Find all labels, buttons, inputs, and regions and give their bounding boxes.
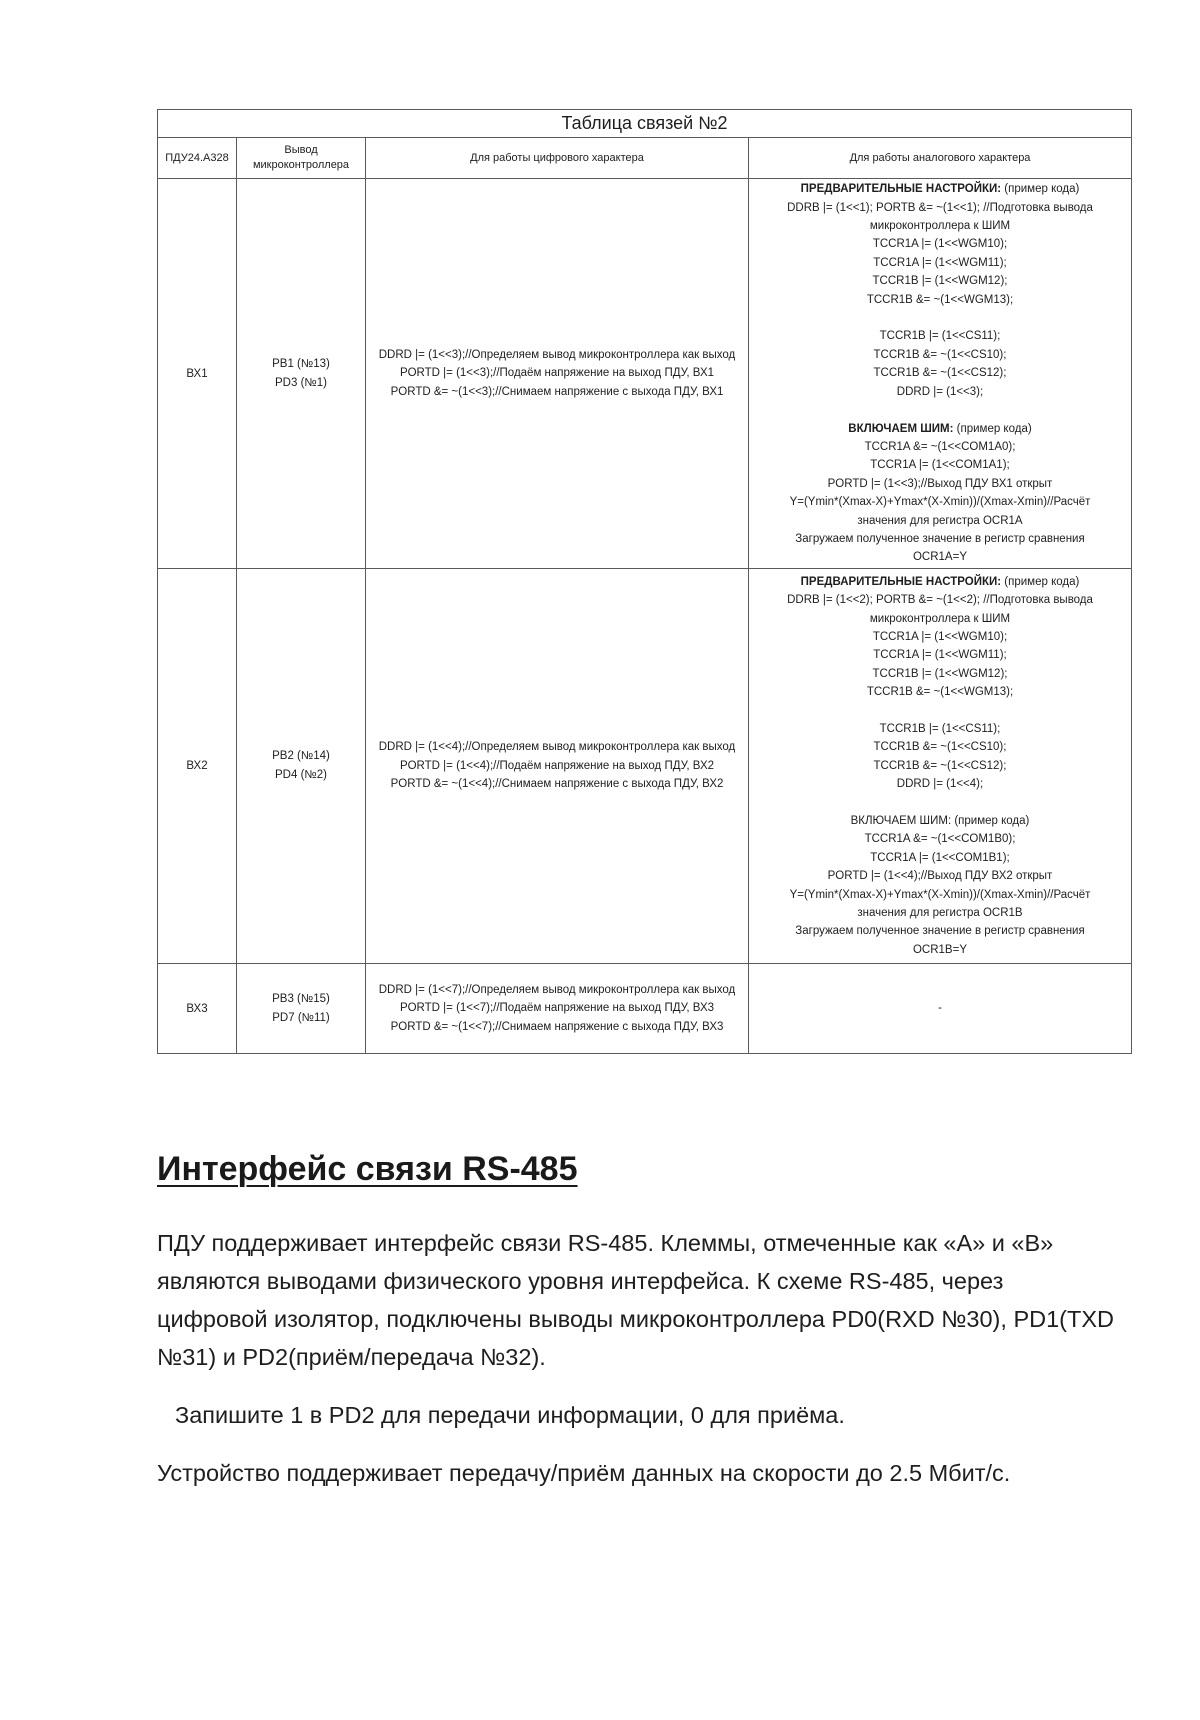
analog-line: TCCR1B &= ~(1<<WGM13); [866, 686, 1014, 699]
analog-line: DDRD |= (1<<3); [896, 385, 984, 398]
digital-line: PORTD |= (1<<7);//Подаём напряжение на выход ПДУ, ВХ3 [399, 1002, 715, 1015]
section-paragraph: Запишите 1 в PD2 для передачи информации, 0 для приёма. [175, 1402, 845, 1428]
analog-line: TCCR1B &= ~(1<<WGM13); [866, 293, 1014, 306]
input-label: ВХ1 [158, 179, 237, 569]
analog-line: TCCR1B |= (1<<CS11); [879, 330, 1001, 343]
table-row [158, 179, 1132, 569]
analog-line: TCCR1A |= (1<<WGM10); [872, 238, 1008, 251]
analog-line: TCCR1B |= (1<<WGM12); [872, 667, 1008, 680]
pin-d: PD7 (№11) [272, 1011, 330, 1024]
pin-cell [237, 569, 366, 964]
analog-pwm-heading: ВКЛЮЧАЕМ ШИМ: (пример кода) [848, 422, 1032, 435]
links-table-container [157, 109, 1131, 1054]
analog-line: Загружаем полученное значение в регистр сравнения [795, 925, 1085, 938]
analog-line: микроконтроллера к ШИМ [869, 220, 1011, 233]
digital-line: DDRD |= (1<<4);//Определяем вывод микроконтроллера как выход [378, 741, 736, 754]
analog-line: TCCR1A &= ~(1<<COM1A0); [864, 440, 1016, 453]
digital-line: PORTD &= ~(1<<3);//Снимаем напряжение с выхода ПДУ, ВХ1 [390, 385, 724, 398]
analog-line: TCCR1A |= (1<<COM1A1); [870, 459, 1010, 472]
analog-line: OCR1B=Y [912, 943, 967, 956]
digital-line: DDRD |= (1<<7);//Определяем вывод микроконтроллера как выход [378, 983, 736, 996]
table-row [158, 964, 1132, 1054]
pin-d: PD4 (№2) [275, 769, 327, 781]
analog-line: DDRB |= (1<<2); PORTB &= ~(1<<2); //Подготовка вывода [787, 594, 1093, 607]
analog-setup-heading: ПРЕДВАРИТЕЛЬНЫЕ НАСТРОЙКИ: (пример кода) [800, 183, 1080, 196]
analog-line: Y=(Ymin*(Xmax-X)+Ymax*(X-Xmin))/(Xmax-Xmin)//Расчёт [789, 888, 1091, 901]
analog-line: DDRD |= (1<<4); [896, 778, 984, 791]
digital-cell [366, 179, 749, 569]
digital-line: PORTD |= (1<<4);//Подаём напряжение на выход ПДУ, ВХ2 [399, 759, 715, 772]
analog-line: значения для регистра OCR1B [857, 907, 1023, 920]
analog-cell [749, 569, 1132, 964]
analog-line: TCCR1B &= ~(1<<CS10); [873, 348, 1007, 361]
analog-line: TCCR1A |= (1<<WGM11); [873, 649, 1007, 662]
header-analog: Для работы аналогового характера [749, 138, 1132, 179]
analog-line: TCCR1B &= ~(1<<CS12); [873, 759, 1007, 772]
analog-line: Загружаем полученное значение в регистр сравнения [795, 532, 1085, 545]
analog-cell-empty: - [749, 964, 1132, 1054]
rs485-section [157, 1150, 1117, 1189]
analog-pwm-heading: ВКЛЮЧАЕМ ШИМ: (пример кода) [850, 815, 1030, 827]
digital-line: PORTD |= (1<<3);//Подаём напряжение на выход ПДУ, ВХ1 [399, 367, 715, 380]
input-label: ВХ2 [158, 569, 237, 964]
analog-line: DDRB |= (1<<1); PORTB &= ~(1<<1); //Подготовка вывода [787, 201, 1093, 214]
section-paragraph: ПДУ поддерживает интерфейс связи RS-485. Клеммы, отмеченные как «А» и «В» являются выводами физического уровня интерфейса. К схеме RS-485, через цифровой изолятор, подключены выводы микроконтроллера PD0(RXD №30), PD1(TXD №31) и PD2(приём/передача №32). [157, 1230, 1114, 1370]
table-row [158, 569, 1132, 964]
pin-b: PB2 (№14) [272, 750, 330, 762]
section-paragraph: Устройство поддерживает передачу/приём данных на скорости до 2.5 Мбит/с. [157, 1460, 1011, 1486]
analog-line: TCCR1A |= (1<<WGM10); [872, 630, 1008, 643]
header-mcu-pin: Вывод микроконтроллера [237, 138, 366, 179]
analog-cell [749, 179, 1132, 569]
analog-line: TCCR1B &= ~(1<<CS12); [873, 367, 1007, 380]
analog-line: TCCR1B &= ~(1<<CS10); [873, 741, 1007, 754]
analog-line: значения для регистра OCR1A [857, 514, 1023, 527]
input-label: ВХ3 [158, 964, 237, 1054]
analog-line: Y=(Ymin*(Xmax-X)+Ymax*(X-Xmin))/(Xmax-Xmin)//Расчёт [789, 496, 1091, 509]
pin-cell [237, 179, 366, 569]
digital-cell [366, 569, 749, 964]
digital-cell [366, 964, 749, 1054]
header-device: ПДУ24.А328 [158, 138, 237, 179]
analog-line: PORTD |= (1<<4);//Выход ПДУ ВХ2 открыт [827, 870, 1053, 883]
table-caption: Таблица связей №2 [158, 110, 1132, 138]
pin-b: PB1 (№13) [272, 357, 330, 370]
pin-b: PB3 (№15) [272, 992, 330, 1005]
digital-line: PORTD &= ~(1<<4);//Снимаем напряжение с выхода ПДУ, ВХ2 [390, 778, 724, 791]
analog-line: TCCR1A |= (1<<COM1B1); [870, 851, 1010, 864]
digital-line: DDRD |= (1<<3);//Определяем вывод микроконтроллера как выход [378, 348, 736, 361]
analog-line: OCR1A=Y [912, 551, 967, 564]
analog-line: TCCR1A |= (1<<WGM11); [873, 256, 1007, 269]
analog-line: TCCR1A &= ~(1<<COM1B0); [864, 833, 1016, 846]
links-table [157, 109, 1132, 1054]
analog-line: TCCR1B |= (1<<WGM12); [872, 275, 1008, 288]
analog-line: микроконтроллера к ШИМ [869, 612, 1011, 625]
analog-setup-heading: ПРЕДВАРИТЕЛЬНЫЕ НАСТРОЙКИ: (пример кода) [800, 575, 1080, 588]
pin-cell [237, 964, 366, 1054]
section-heading: Интерфейс связи RS-485 [157, 1150, 578, 1188]
digital-line: PORTD &= ~(1<<7);//Снимаем напряжение с выхода ПДУ, ВХ3 [390, 1020, 724, 1033]
analog-line: TCCR1B |= (1<<CS11); [879, 722, 1001, 735]
header-digital: Для работы цифрового характера [366, 138, 749, 179]
analog-line: PORTD |= (1<<3);//Выход ПДУ ВХ1 открыт [827, 477, 1053, 490]
pin-d: PD3 (№1) [275, 376, 327, 389]
